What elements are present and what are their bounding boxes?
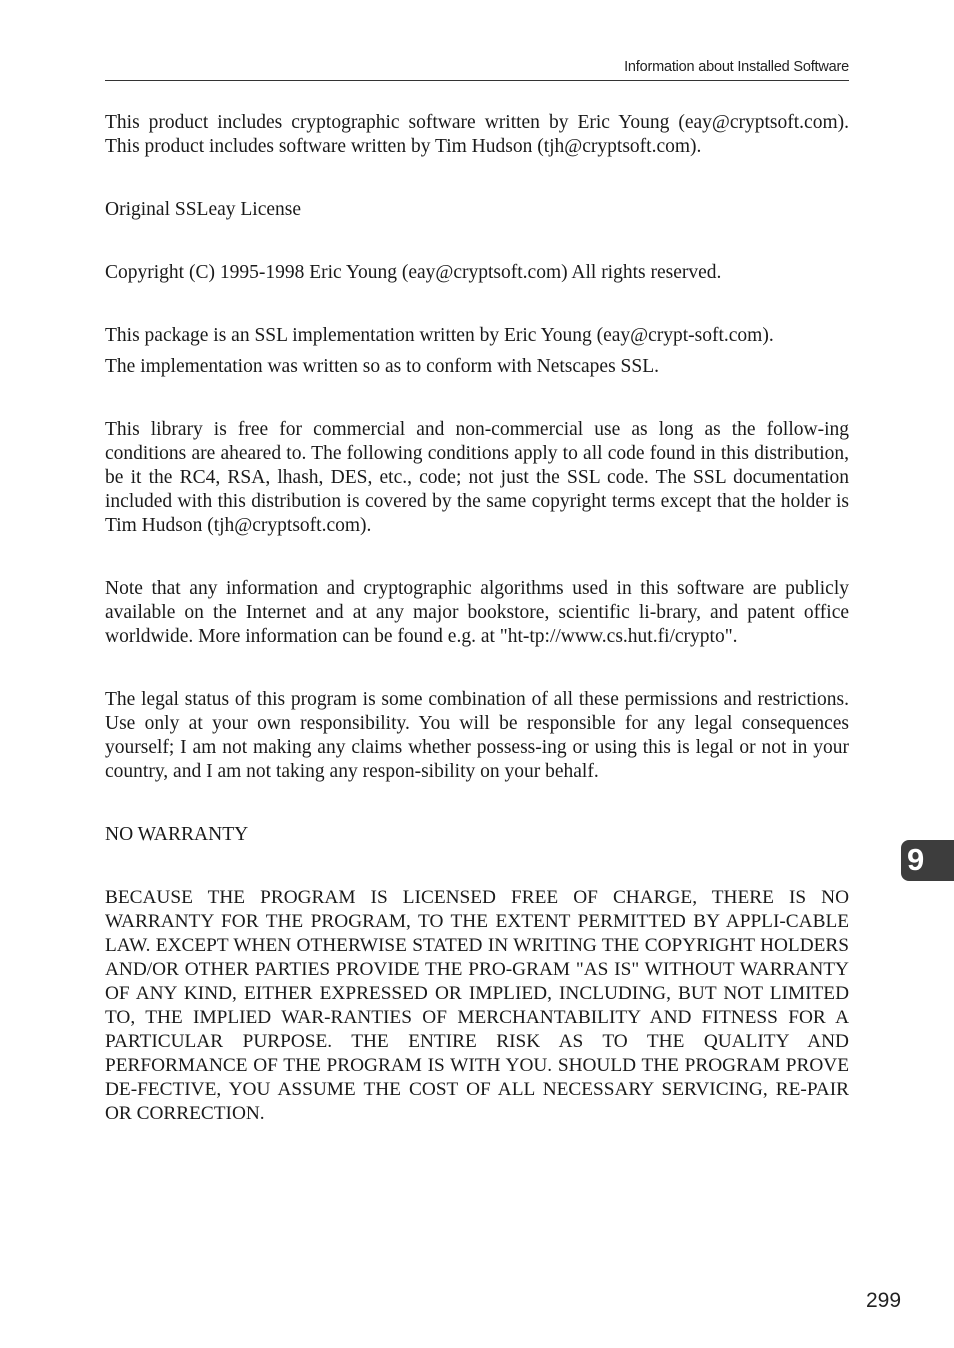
paragraph-ssl-implementation: This package is an SSL implementation written by Eric Young (eay@crypt-soft.com). xyxy=(105,325,774,346)
paragraph-library-terms: This library is free for commercial and non-commercial use as long as the follow-ing conditions are aheared to. The following conditions apply to all code found in this distribution, be it the RC4, RSA, lhash, DES, etc., code; not just the SSL code. The SSL documentation included with this distribution is covered by the same copyright terms except that the holder is Tim Hudson (tjh@cryptsoft.com). xyxy=(105,419,849,536)
paragraph-netscape-conformance: The implementation was written so as to conform with Netscapes SSL. xyxy=(105,356,660,377)
paragraph-warranty-disclaimer: BECAUSE THE PROGRAM IS LICENSED FREE OF CHARGE, THERE IS NO WARRANTY FOR THE PROGRAM, TO THE EXTENT PERMITTED BY APPLI-CABLE LAW. EXCEPT WHEN OTHERWISE STATED IN WRITING THE COPYRIGHT HOLDERS AND/OR OTHER PARTIES PROVIDE THE PRO-GRAM "AS IS" WITHOUT WARRANTY OF ANY KIND, EITHER EXPRESSED OR IMPLIED, INCLUDING, BUT NOT LIMITED TO, THE IMPLIED WAR-RANTIES OF MERCHANTABILITY AND FITNESS FOR A PARTICULAR PURPOSE. THE ENTIRE RISK AS TO THE QUALITY AND PERFORMANCE OF THE PROGRAM IS WITH YOU. SHOULD THE PROGRAM PROVE DE-FECTIVE, YOU ASSUME THE COST OF ALL NECESSARY SERVICING, RE-PAIR OR CORRECTION. xyxy=(105,887,849,1124)
paragraph-algorithms-note: Note that any information and cryptographic algorithms used in this software are publicly available on the Internet and at any major bookstore, scientific li-brary, and patent office worldwide. More information can be found e.g. at "ht-tp://www.cs.hut.fi/crypto". xyxy=(105,578,849,647)
running-header xyxy=(105,58,849,81)
paragraph-no-warranty-heading: NO WARRANTY xyxy=(105,824,249,845)
header-title: Information about Installed Software xyxy=(624,59,849,75)
chapter-tab xyxy=(901,840,954,881)
page-number: 299 xyxy=(866,1289,902,1312)
paragraph-legal-status: The legal status of this program is some combination of all these permissions and restrictions. Use only at your own responsibility. You will be responsible for any legal consequences yourself; I am not making any claims whether possess-ing or using this is legal or not in your country, and I am not taking any respon-sibility on your behalf. xyxy=(105,689,849,782)
page-body xyxy=(105,111,849,1126)
paragraph-copyright: Copyright (C) 1995-1998 Eric Young (eay@cryptsoft.com) All rights reserved. xyxy=(105,262,722,283)
chapter-number: 9 xyxy=(907,842,925,877)
paragraph-license-heading: Original SSLeay License xyxy=(105,199,302,220)
paragraph-crypto-credit: This product includes cryptographic software written by Eric Young (eay@cryptsoft.com). This product includes software written by Tim Hudson (tjh@cryptsoft.com). xyxy=(105,112,849,157)
